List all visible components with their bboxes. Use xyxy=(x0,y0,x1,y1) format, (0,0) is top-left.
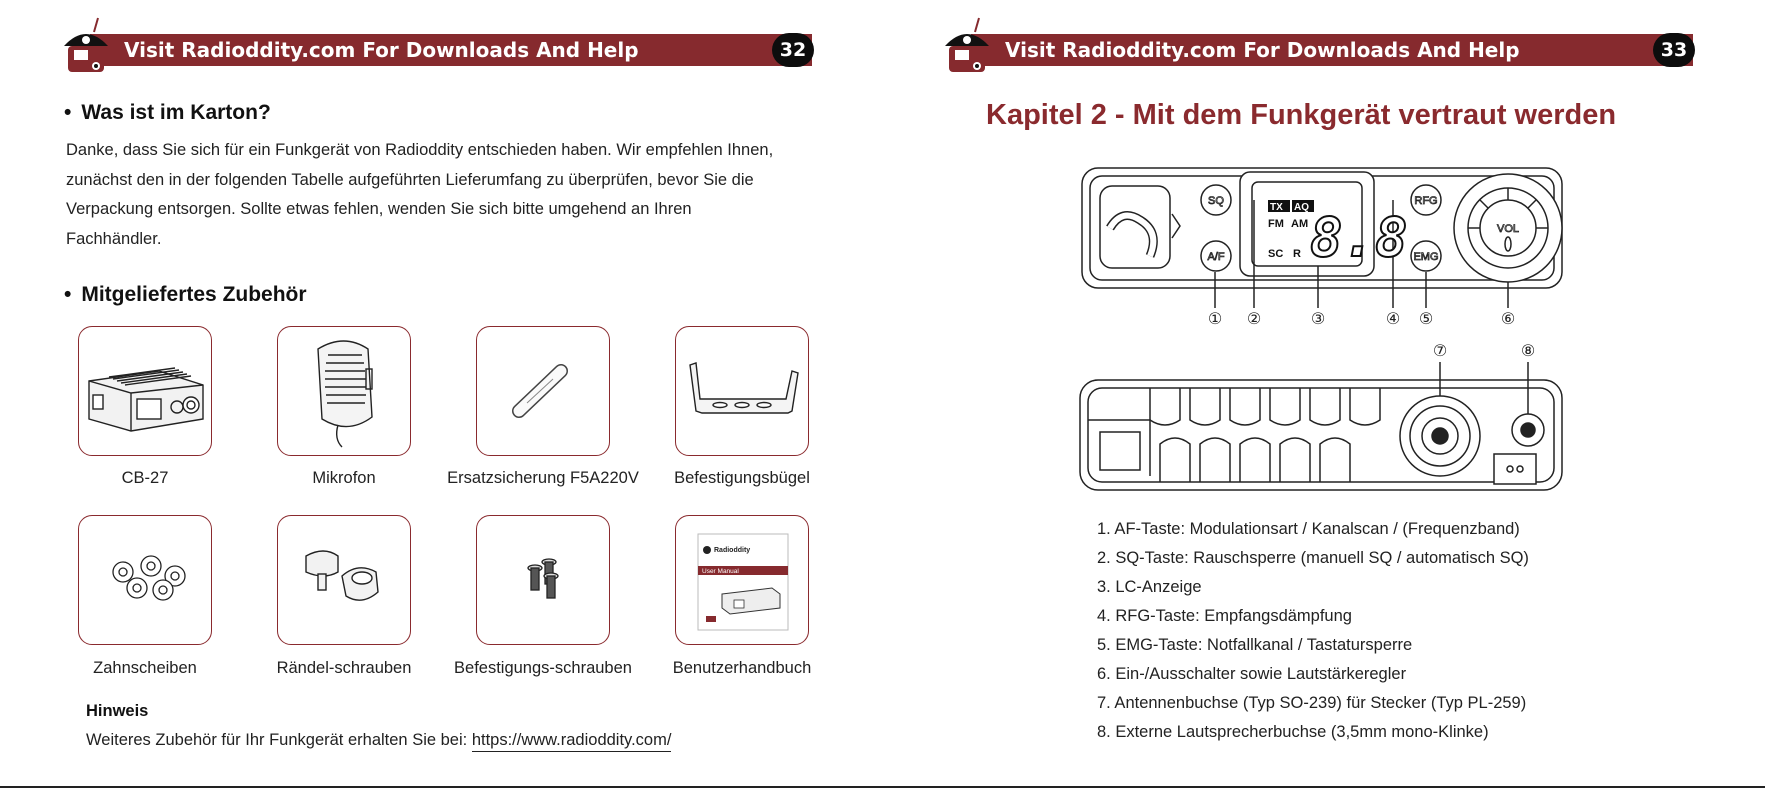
accessory-label: Mikrofon xyxy=(312,469,376,487)
intro-line: Verpackung entsorgen. Sollte etwas fehlen, wenden Sie sich bitte umgehend an Ihren xyxy=(66,200,692,218)
callout-8: ⑧ xyxy=(1520,341,1536,360)
manual-brand: Radioddity xyxy=(714,547,751,554)
accessory-label: Zahnscheiben xyxy=(93,659,197,677)
bullet: • xyxy=(64,101,72,124)
callout-6: ⑥ xyxy=(1500,309,1516,328)
section-title-text: Mitgeliefertes Zubehör xyxy=(81,283,307,306)
accessory-label: Rändel-schrauben xyxy=(276,659,412,677)
callout-7: ⑦ xyxy=(1432,341,1448,360)
accessory-label: Ersatzsicherung F5A220V xyxy=(447,469,639,487)
feature-item: 5. EMG-Taste: Notfallkanal / Tastatursperre xyxy=(1097,636,1413,654)
radioddity-link[interactable]: https://www.radioddity.com/ xyxy=(472,731,672,752)
accessory-label: CB-27 xyxy=(121,469,169,487)
intro-line: zunächst den in der folgenden Tabelle aufgeführten Lieferumfang zu überprüfen, bevor Sie die xyxy=(66,170,754,189)
accessory-label: Benutzerhandbuch xyxy=(672,659,812,677)
callout-4: ④ xyxy=(1385,309,1401,328)
note-title: Hinweis xyxy=(86,702,149,720)
callout-1: ① xyxy=(1207,309,1223,328)
emg-button-label: EMG xyxy=(1413,251,1439,263)
page-number: 32 xyxy=(772,33,814,67)
intro-line: Danke, dass Sie sich für ein Funkgerät von Radioddity entschieden haben. Wir empfehlen Ihnen, xyxy=(66,141,774,159)
rfg-button-label: RFG xyxy=(1414,195,1438,207)
feature-list xyxy=(1097,515,1529,747)
feature-item: 3. LC-Anzeige xyxy=(1097,578,1202,596)
callout-3: ③ xyxy=(1310,309,1326,328)
callout-2: ② xyxy=(1246,309,1262,328)
display-tx: TX xyxy=(1270,202,1283,213)
display-digits: 8.8 xyxy=(1310,206,1408,269)
header-text: Visit Radioddity.com For Downloads And Help xyxy=(1005,38,1520,62)
feature-item: 1. AF-Taste: Modulationsart / Kanalscan / (Frequenzband) xyxy=(1097,520,1520,538)
sq-button-label: SQ xyxy=(1208,195,1224,207)
feature-item: 6. Ein-/Ausschalter sowie Lautstärkeregler xyxy=(1097,665,1407,683)
display-aq: AQ xyxy=(1294,202,1309,213)
af-button-label: A/F xyxy=(1207,251,1225,263)
accessory-label: Befestigungs-schrauben xyxy=(454,659,632,677)
feature-item: 8. Externe Lautsprecherbuchse (3,5mm mono-Klinke) xyxy=(1097,723,1489,741)
feature-item: 4. RFG-Taste: Empfangsdämpfung xyxy=(1097,607,1352,625)
bullet: • xyxy=(64,283,72,306)
callout-5: ⑤ xyxy=(1418,309,1434,328)
intro-line: Fachhändler. xyxy=(66,229,162,248)
manual-title: User Manual xyxy=(702,568,739,575)
display-r: R xyxy=(1293,248,1301,260)
feature-item: 2. SQ-Taste: Rauschsperre (manuell SQ / automatisch SQ) xyxy=(1097,549,1529,567)
header-text: Visit Radioddity.com For Downloads And Help xyxy=(124,38,639,62)
page-number: 33 xyxy=(1653,33,1695,67)
radio-rear-panel xyxy=(1080,362,1562,490)
feature-item: 7. Antennenbuchse (Typ SO-239) für Stecker (Typ PL-259) xyxy=(1097,694,1527,712)
display-am: AM xyxy=(1291,218,1309,230)
chapter-title: Kapitel 2 - Mit dem Funkgerät vertraut werden xyxy=(986,99,1617,131)
display-sc: SC xyxy=(1268,248,1284,260)
vol-knob-label: VOL xyxy=(1496,223,1520,235)
accessory-label: Befestigungsbügel xyxy=(674,469,810,487)
section-title-text: Was ist im Karton? xyxy=(81,101,271,124)
note-text: Weiteres Zubehör für Ihr Funkgerät erhalten Sie bei: xyxy=(86,731,472,749)
display-fm: FM xyxy=(1268,218,1284,230)
